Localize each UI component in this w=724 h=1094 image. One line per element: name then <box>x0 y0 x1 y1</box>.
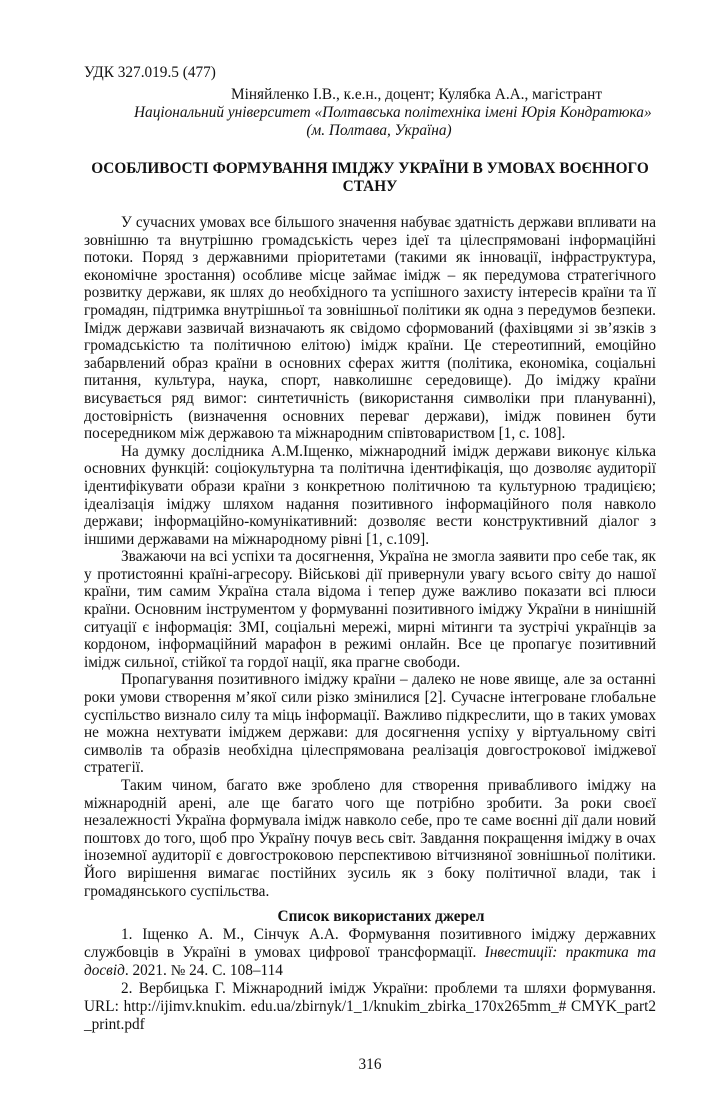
paragraph: У сучасних умовах все більшого значення набуває здатність держави впливати на зовнішню та внутрішню громадськість через ідеї та цілеспрямовані інформаційні потоки. Поряд з державними пріоритетами (такими як інновації, інфраструктура, економічне зростання) особливе місце займає імідж – як передумова стратегічного розвитку держави, як шлях до необхідного та успішного захисту інтересів країни та її громадян, підтримка внутрішньої та зовнішньої політики як одна з передумов безпеки. Імідж держави зазвичай визначають як свідомо сформований (фахівцями зі зв’язків з громадськістю та політичною елітою) імідж країни. Це стереотипний, емоційно забарвлений образ країни в основних сферах життя (політика, економіка, соціальні питання, культура, наука, спорт, навколишнє середовище). До іміджу країни висувається ряд вимог: синтетичність (використання символіки при плануванні), достовірність (визначення основних переваг держави), імідж повинен бути посередником між державою та міжнародним співтовариством [1, с. 108]. <box>84 214 656 443</box>
authors: Міняйленко І.В., к.е.н., доцент; Кулябка А.А., магістрант <box>231 86 603 103</box>
reference-text: 1. Іщенко А. М., Сінчук А.А. Формування позитивного іміджу державних службовців в Україні в умовах цифрової трансформації. <box>84 926 656 962</box>
udc-code: УДК 327.019.5 (477) <box>84 64 216 81</box>
references-heading: Список використаних джерел <box>277 908 485 926</box>
paragraph: Таким чином, багато вже зроблено для створення привабливого іміджу на міжнародній арені, але ще багато чого ще потрібно зробити. За роки своєї незалежності Україна формувала імідж навколо себе, про те саме воєнні дії дали новий поштовх до того, щоб про Україну почув весь світ. Завдання покращення іміджу в очах іноземної аудиторії є довгостроковою перспективою вітчизняної зовнішньої політики. Його вирішення вимагає постійних зусиль як з боку політичної влади, так і громадянського суспільства. <box>84 777 656 900</box>
page-number: 316 <box>358 1056 382 1074</box>
document-page <box>84 0 656 1094</box>
affiliation: Національний університет «Полтавська політехніка імені Юрія Кондратюка» <box>134 104 652 121</box>
reference-journal: Інвестиції: практика та досвід <box>84 944 656 980</box>
city: (м. Полтава, Україна) <box>306 122 452 139</box>
article-body <box>84 214 656 900</box>
reference-item <box>84 926 656 980</box>
reference-tail: . 2021. № 24. С. 108–114 <box>124 962 283 980</box>
article-title: ОСОБЛИВОСТІ ФОРМУВАННЯ ІМІДЖУ УКРАЇНИ В УМОВАХ ВОЄННОГО СТАНУ <box>91 160 649 195</box>
paragraph: Зважаючи на всі успіхи та досягнення, Україна не змогла заявити про себе так, як у протистоянні країні-агресору. Військові дії привернули увагу всього світу до нашої країни, тим самим Україна стала відома і тепер дуже важливо показати всі плюси країни. Основним інструментом у формуванні позитивного іміджу України в нинішній ситуації є інформація: ЗМІ, соціальні мережі, мирні мітинги та зустрічі українців за кордоном, інформаційний марафон в режимі онлайн. Все це пропагує позитивний імідж сильної, стійкої та гордої нації, яка прагне свободи. <box>84 548 656 671</box>
reference-item <box>84 980 656 1034</box>
reference-url[interactable]: http://ijimv.knukim. edu.ua/zbirnyk/1_1/knukim_zbirka_170x265mm_# CMYK_part2_print.pdf <box>84 998 657 1034</box>
paragraph: На думку дослідника А.М.Іщенко, міжнародний імідж держави виконує кілька основних функцій: соціокультурна та політична ідентифікація, що дозволяє аудиторії ідентифікувати образи країни з конкретною політичною та культурною традицією; ідеалізація іміджу шляхом надання позитивного інформаційного поля навколо держави; інформаційно-комунікативний: дозволяє вести конструктивний діалог з іншими державами на міжнародному рівні [1, с.109]. <box>84 442 656 548</box>
paragraph: Пропагування позитивного іміджу країни – далеко не нове явище, але за останні роки умови створення м’якої сили різко змінилися [2]. Сучасне інтегроване глобальне суспільство визнало силу та міць інформації. Важливо підкреслити, що в таких умовах не можна нехтувати іміджем держави: для досягнення успіху у віртуальному світі символів та образів необхідна цілеспрямована реалізація довгострокової іміджевої стратегії. <box>84 671 656 777</box>
reference-text: 2. Вербицька Г. Міжнародний імідж України: проблеми та шляхи формування. URL: <box>84 980 656 1016</box>
